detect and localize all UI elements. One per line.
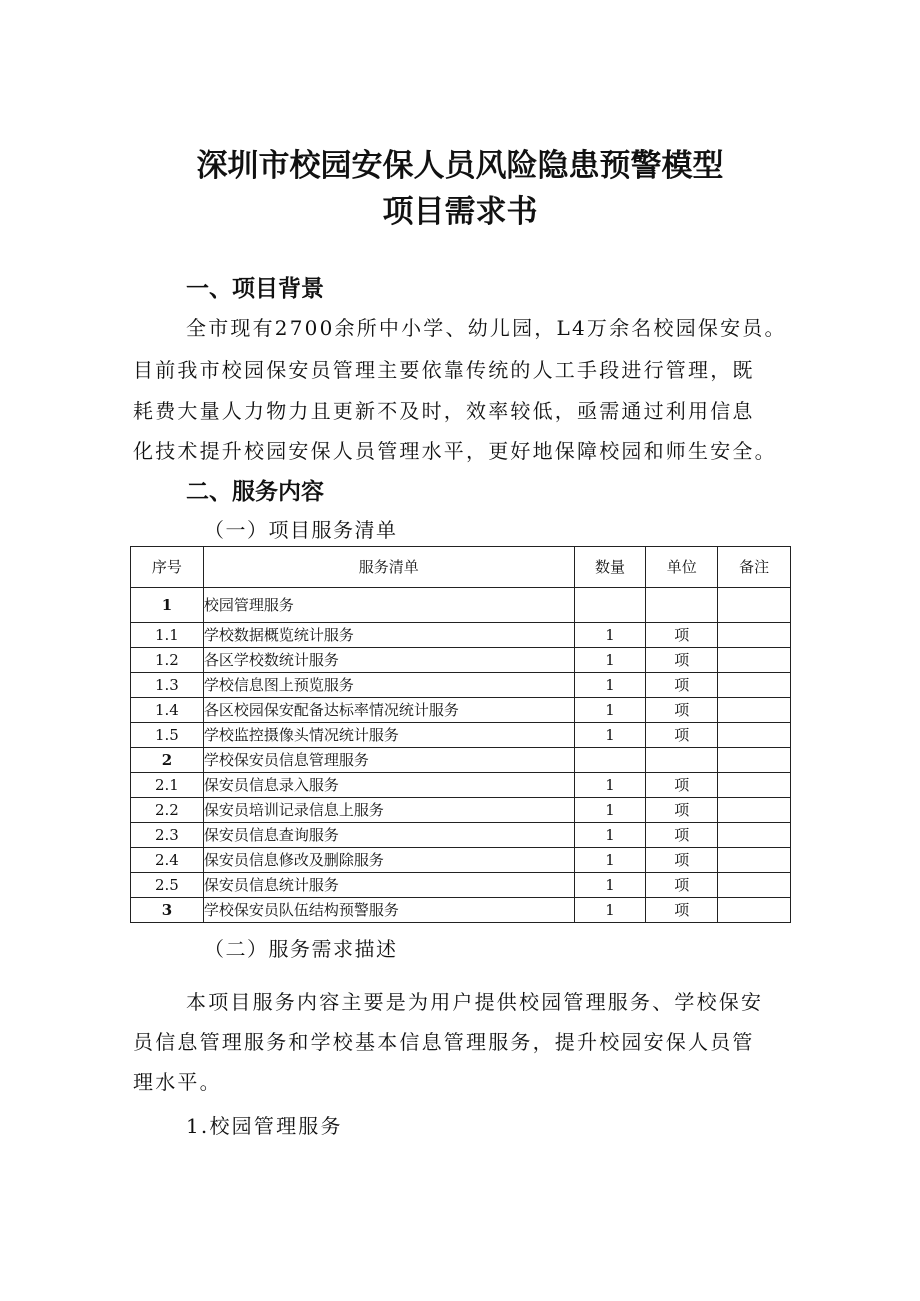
row-service-cell: 学校监控摄像头情况统计服务 — [203, 723, 574, 748]
table-row — [131, 648, 791, 673]
row-note-cell — [718, 623, 791, 648]
row-no-cell: 1.3 — [131, 673, 204, 698]
document-title-line1: 深圳市校园安保人员风险隐患预警模型 — [196, 148, 724, 184]
row-service-cell: 保安员信息查询服务 — [203, 823, 574, 848]
row-service-cell: 校园管理服务 — [203, 588, 574, 623]
row-note-cell — [718, 823, 791, 848]
row-note-cell — [718, 873, 791, 898]
row-service-cell: 学校保安员信息管理服务 — [203, 748, 574, 773]
row-note-cell — [718, 588, 791, 623]
col-header-service: 服务清单 — [203, 547, 574, 588]
subsection-service-description: （二）服务需求描述 — [204, 937, 398, 961]
row-qty-cell — [574, 588, 646, 623]
row-service-cell: 各区学校数统计服务 — [203, 648, 574, 673]
row-qty-cell: 1 — [574, 798, 646, 823]
row-unit-cell: 项 — [646, 623, 718, 648]
row-service-cell: 保安员信息统计服务 — [203, 873, 574, 898]
row-qty-cell: 1 — [574, 873, 646, 898]
table-header-row — [131, 547, 791, 588]
description-paragraph-line: 理水平。 — [133, 1070, 222, 1094]
col-header-no: 序号 — [131, 547, 204, 588]
section-heading-services: 二、服务内容 — [186, 479, 324, 505]
row-service-cell: 学校信息图上预览服务 — [203, 673, 574, 698]
item-campus-management: 1.校园管理服务 — [186, 1114, 343, 1138]
row-no-cell: 1 — [131, 588, 204, 623]
row-no-cell: 1.2 — [131, 648, 204, 673]
row-note-cell — [718, 673, 791, 698]
row-qty-cell: 1 — [574, 698, 646, 723]
row-unit-cell: 项 — [646, 723, 718, 748]
table-row — [131, 848, 791, 873]
row-qty-cell: 1 — [574, 848, 646, 873]
section-heading-background: 一、项目背景 — [186, 276, 324, 302]
row-no-cell: 1.5 — [131, 723, 204, 748]
table-row — [131, 623, 791, 648]
subsection-service-list: （一）项目服务清单 — [204, 518, 398, 542]
table-row — [131, 748, 791, 773]
row-unit-cell: 项 — [646, 848, 718, 873]
row-qty-cell: 1 — [574, 723, 646, 748]
table-row — [131, 898, 791, 923]
row-no-cell: 2.5 — [131, 873, 204, 898]
row-no-cell: 1.1 — [131, 623, 204, 648]
table-row — [131, 723, 791, 748]
col-header-note: 备注 — [718, 547, 791, 588]
row-note-cell — [718, 898, 791, 923]
row-unit-cell — [646, 748, 718, 773]
document-title-line2: 项目需求书 — [382, 194, 538, 230]
background-paragraph-line: 化技术提升校园安保人员管理水平，更好地保障校园和师生安全。 — [133, 439, 777, 463]
row-unit-cell: 项 — [646, 773, 718, 798]
col-header-unit: 单位 — [646, 547, 718, 588]
description-paragraph-line: 员信息管理服务和学校基本信息管理服务，提升校园安保人员管 — [133, 1030, 755, 1054]
row-note-cell — [718, 773, 791, 798]
description-paragraph-line: 本项目服务内容主要是为用户提供校园管理服务、学校保安 — [186, 990, 764, 1014]
row-service-cell: 保安员信息录入服务 — [203, 773, 574, 798]
row-no-cell: 2 — [131, 748, 204, 773]
row-unit-cell — [646, 588, 718, 623]
table-row — [131, 873, 791, 898]
row-qty-cell: 1 — [574, 648, 646, 673]
row-note-cell — [718, 798, 791, 823]
row-note-cell — [718, 698, 791, 723]
table-row — [131, 798, 791, 823]
row-note-cell — [718, 848, 791, 873]
background-paragraph-line: 耗费大量人力物力且更新不及时，效率较低，亟需通过利用信息 — [133, 399, 755, 423]
row-unit-cell: 项 — [646, 873, 718, 898]
row-no-cell: 2.1 — [131, 773, 204, 798]
row-no-cell: 1.4 — [131, 698, 204, 723]
background-paragraph-line: 全市现有2700余所中小学、幼儿园，L4万余名校园保安员。 — [186, 316, 787, 340]
row-no-cell: 2.4 — [131, 848, 204, 873]
row-unit-cell: 项 — [646, 698, 718, 723]
row-unit-cell: 项 — [646, 673, 718, 698]
background-paragraph-line: 目前我市校园保安员管理主要依靠传统的人工手段进行管理，既 — [133, 358, 755, 382]
row-note-cell — [718, 723, 791, 748]
row-qty-cell: 1 — [574, 773, 646, 798]
row-service-cell: 学校数据概览统计服务 — [203, 623, 574, 648]
table-row — [131, 588, 791, 623]
table-row — [131, 698, 791, 723]
row-no-cell: 2.2 — [131, 798, 204, 823]
table-row — [131, 673, 791, 698]
col-header-qty: 数量 — [574, 547, 646, 588]
row-unit-cell: 项 — [646, 648, 718, 673]
service-list-table — [130, 546, 791, 923]
row-qty-cell: 1 — [574, 823, 646, 848]
row-service-cell: 保安员信息修改及删除服务 — [203, 848, 574, 873]
row-unit-cell: 项 — [646, 898, 718, 923]
row-no-cell: 2.3 — [131, 823, 204, 848]
row-note-cell — [718, 748, 791, 773]
row-qty-cell: 1 — [574, 623, 646, 648]
row-service-cell: 各区校园保安配备达标率情况统计服务 — [203, 698, 574, 723]
row-qty-cell: 1 — [574, 673, 646, 698]
row-unit-cell: 项 — [646, 823, 718, 848]
row-no-cell: 3 — [131, 898, 204, 923]
row-unit-cell: 项 — [646, 798, 718, 823]
row-service-cell: 保安员培训记录信息上服务 — [203, 798, 574, 823]
table-row — [131, 823, 791, 848]
table-row — [131, 773, 791, 798]
row-qty-cell: 1 — [574, 898, 646, 923]
row-note-cell — [718, 648, 791, 673]
row-service-cell: 学校保安员队伍结构预警服务 — [203, 898, 574, 923]
row-qty-cell — [574, 748, 646, 773]
